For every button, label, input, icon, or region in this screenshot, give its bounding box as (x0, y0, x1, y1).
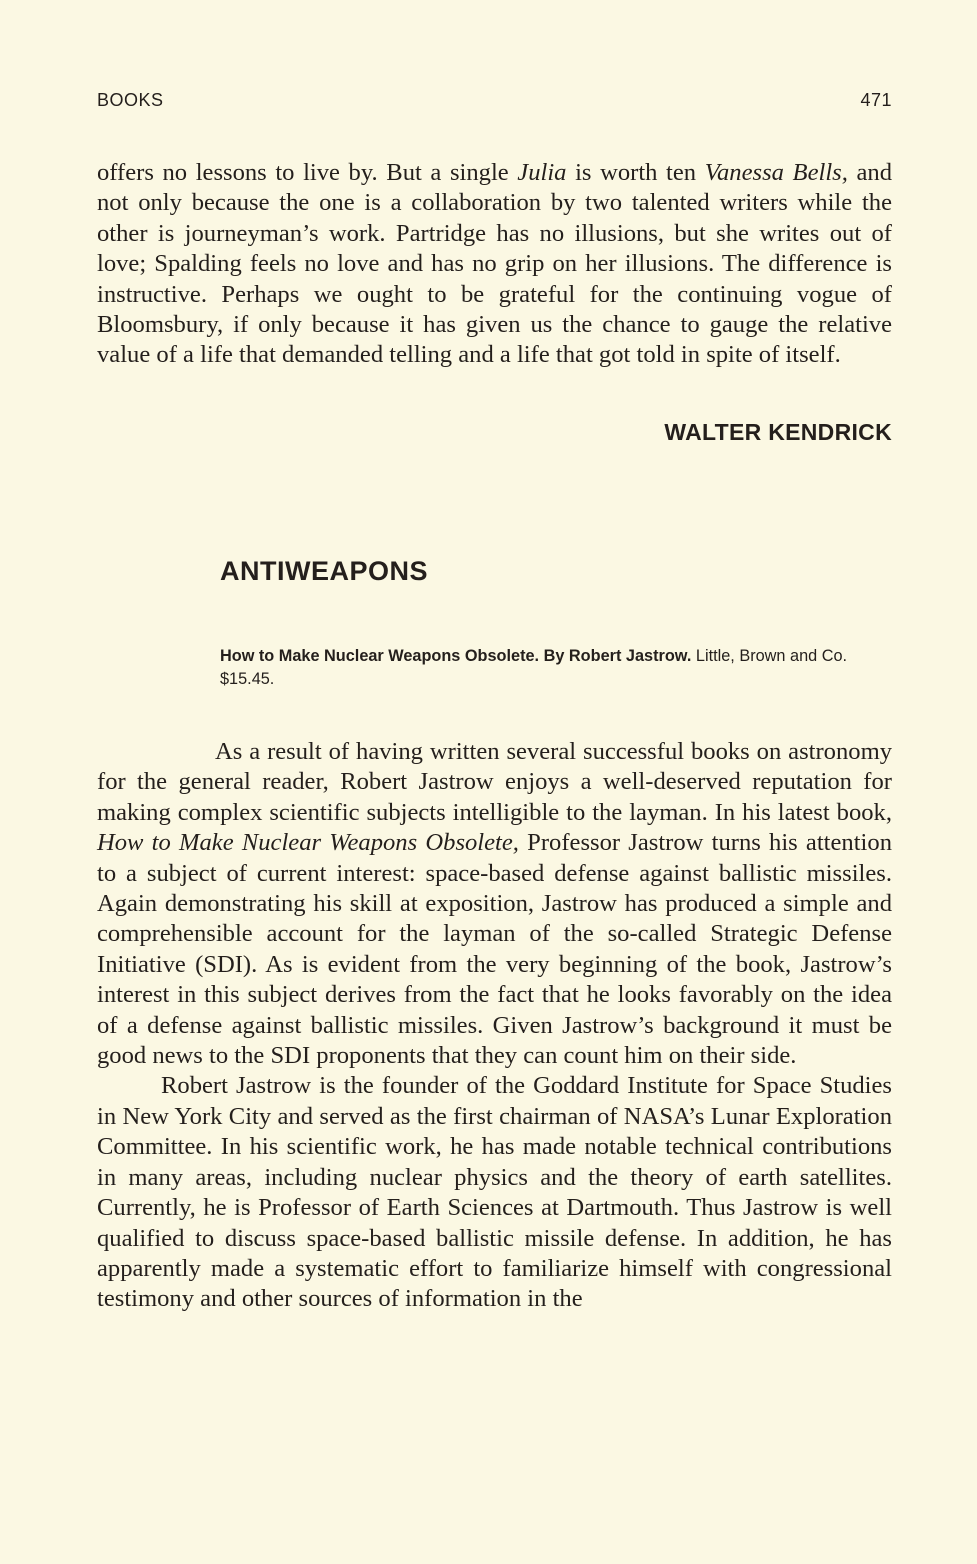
text-run: and not only because the one is a collaboration by two talented writers while the other is journeyman’s work. Partridge has no illusions, but she writes out of love; Spalding feels no love and has no grip on her illusions. The difference is instructive. Perhaps we ought to be grateful for the continuing vogue of Bloomsbury, if only because it has given us the chance to gauge the relative value of a life that demanded telling and a life that got told in spite of itself. (97, 159, 892, 369)
title-vanessa-bells: Vanessa Bells, (704, 159, 848, 186)
text-run: As a result of having written several successful books on astronomy for the general reader, Robert Jastrow enjoys a well-deserved reputation for making complex scientific subjects intelligible to the layman. In his latest book, (97, 738, 892, 826)
review-author: WALTER KENDRICK (664, 419, 892, 445)
text-run: Professor Jastrow turns his attention to a subject of current interest: space-based defense against ballistic missiles. Again demonstrating his skill at exposition, Jastrow has produced a simple and comprehensible account for the layman of the so-called Strategic Defense Initiative (SDI). As is evident from the very beginning of the book, Jastrow’s interest in this subject derives from the fact that he looks favorably on the idea of a defense against ballistic missiles. Given Jastrow’s background it must be good news to the SDI proponents that they can count him on their side. (97, 829, 892, 1070)
text-run: offers no lessons to live by. But a single (97, 159, 518, 186)
book-title-italic: How to Make Nuclear Weapons Obsolete, (97, 829, 519, 857)
body-paragraph-2: Robert Jastrow is the founder of the Goddard Institute for Space Studies in New York City and served as the first chairman of NASA’s Lunar Exploration Committee. In his scientific work, he has made notable technical contributions in many areas, including nuclear physics and the theory of earth satellites. Currently, he is Professor of Earth Sciences at Dartmouth. Thus Jastrow is well qualified to discuss space-based ballistic missile defense. In addition, he has apparently made a systematic effort to familiarize himself with congressional testimony and other sources of information in the (97, 1072, 892, 1313)
book-title-author: How to Make Nuclear Weapons Obsolete. By Robert Jastrow. (220, 647, 692, 665)
page-number: 471 (860, 90, 892, 110)
previous-review-paragraph (97, 158, 892, 371)
section-title: BOOKS (97, 90, 164, 110)
title-julia: Julia (517, 159, 567, 186)
book-publisher-price: Little, Brown and Co. $15.45. (220, 647, 848, 688)
book-citation (220, 645, 892, 691)
body-paragraph-1 (97, 737, 892, 1071)
review-body (97, 737, 892, 1315)
review-title: ANTIWEAPONS (220, 556, 428, 586)
text-run: is worth ten (566, 159, 705, 186)
running-header (97, 90, 892, 116)
